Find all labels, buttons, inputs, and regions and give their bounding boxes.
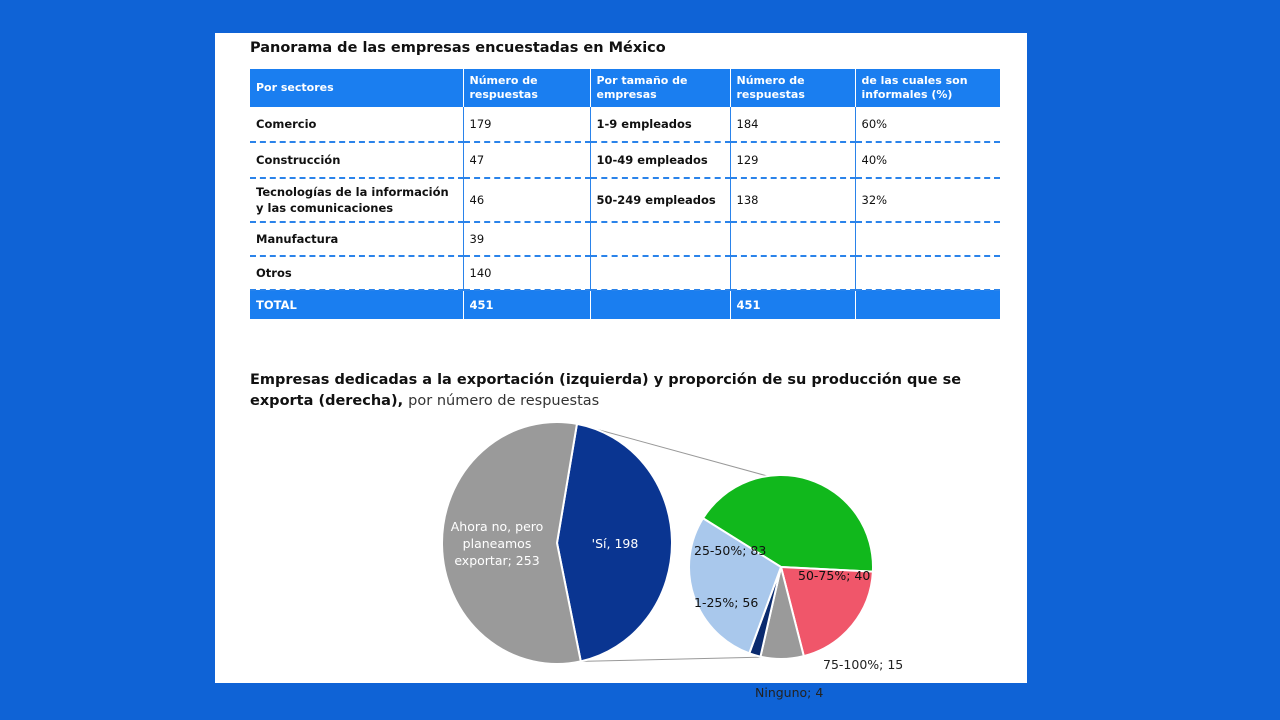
cell-informal bbox=[855, 222, 1000, 256]
label-s-198: 'Sí, 198 bbox=[591, 536, 639, 551]
report-card bbox=[215, 33, 1027, 700]
cell-sector: Manufactura bbox=[250, 222, 463, 256]
total-responses-sector: 451 bbox=[463, 290, 590, 319]
total-empty bbox=[590, 290, 730, 319]
cell-informal: 32% bbox=[855, 178, 1000, 222]
connector-bottom bbox=[581, 657, 771, 661]
header-responses-size: Número de respuestas bbox=[730, 69, 855, 107]
label-75-100-15: 75-100%; 15 bbox=[823, 657, 904, 672]
cell-responses: 184 bbox=[730, 107, 855, 142]
table-row bbox=[250, 256, 1000, 290]
cell-responses: 129 bbox=[730, 142, 855, 178]
cell-responses: 39 bbox=[463, 222, 590, 256]
table-row bbox=[250, 107, 1000, 142]
table-header-row bbox=[250, 69, 1000, 107]
total-label: TOTAL bbox=[250, 290, 463, 319]
pie-charts bbox=[215, 413, 1027, 700]
cell-size bbox=[590, 256, 730, 290]
chart-title-main: Empresas dedicadas a la exportación (izquierda) y proporción de su producción que se exporta (derecha), bbox=[250, 372, 962, 409]
total-responses-size: 451 bbox=[730, 290, 855, 319]
cell-responses: 179 bbox=[463, 107, 590, 142]
table-row bbox=[250, 222, 1000, 256]
total-empty bbox=[855, 290, 1000, 319]
total-row bbox=[250, 290, 1000, 319]
cell-size: 50-249 empleados bbox=[590, 178, 730, 222]
label-1-25-56: 1-25%; 56 bbox=[694, 595, 759, 610]
label-ninguno-4: Ninguno; 4 bbox=[755, 685, 824, 700]
header-informal-pct: de las cuales son informales (%) bbox=[855, 69, 1000, 107]
table-row bbox=[250, 142, 1000, 178]
chart-title bbox=[250, 370, 995, 412]
cell-sector: Tecnologías de la información y las comunicaciones bbox=[250, 178, 463, 222]
cell-sector: Comercio bbox=[250, 107, 463, 142]
header-company-size: Por tamaño de empresas bbox=[590, 69, 730, 107]
cell-responses: 46 bbox=[463, 178, 590, 222]
table-title: Panorama de las empresas encuestadas en México bbox=[250, 40, 666, 56]
cell-size: 10-49 empleados bbox=[590, 142, 730, 178]
label-25-50-83: 25-50%; 83 bbox=[694, 543, 767, 558]
chart-subtitle: por número de respuestas bbox=[408, 393, 600, 409]
cell-responses: 140 bbox=[463, 256, 590, 290]
cell-responses bbox=[730, 256, 855, 290]
header-sector: Por sectores bbox=[250, 69, 463, 107]
cell-responses: 47 bbox=[463, 142, 590, 178]
cell-size: 1-9 empleados bbox=[590, 107, 730, 142]
cell-size bbox=[590, 222, 730, 256]
export-status-pie bbox=[442, 422, 672, 664]
label-50-75-40: 50-75%; 40 bbox=[798, 568, 871, 583]
header-responses-sector: Número de respuestas bbox=[463, 69, 590, 107]
cell-informal: 60% bbox=[855, 107, 1000, 142]
export-share-pie bbox=[689, 475, 903, 700]
cell-informal: 40% bbox=[855, 142, 1000, 178]
label-ahora-no-pero-planeamos-exportar-253: Ahora no, pero planeamos exportar; 253 bbox=[450, 519, 544, 568]
survey-table bbox=[250, 69, 1000, 319]
cell-informal bbox=[855, 256, 1000, 290]
cell-responses bbox=[730, 222, 855, 256]
cell-responses: 138 bbox=[730, 178, 855, 222]
cell-sector: Construcción bbox=[250, 142, 463, 178]
cell-sector: Otros bbox=[250, 256, 463, 290]
table-row bbox=[250, 178, 1000, 222]
